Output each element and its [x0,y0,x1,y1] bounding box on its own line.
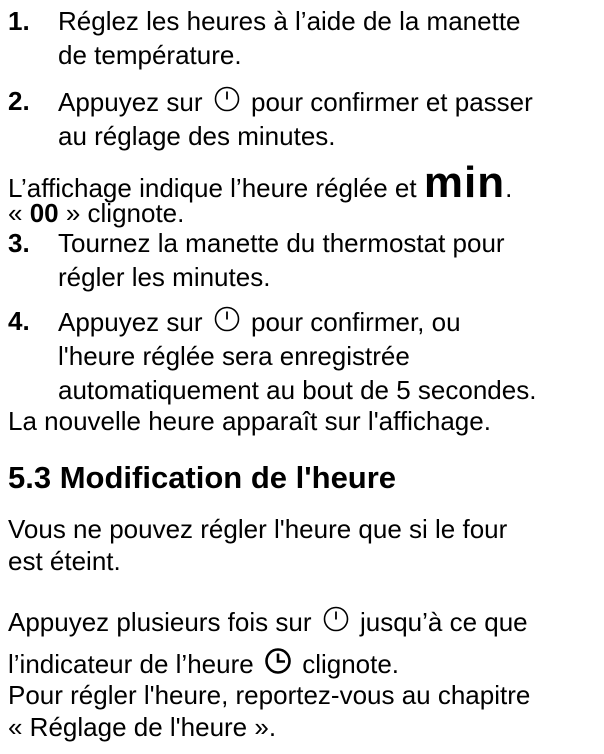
step-text-after-icon: pour confirmer, ou [251,307,461,337]
section-heading: 5.3 Modification de l'heure [8,460,397,495]
step-text-line: de température. [58,40,242,70]
min-label: min [423,158,506,207]
step-4 [8,304,598,407]
step-text-line: Tournez la manette du thermostat pour [58,228,505,258]
para-text-after-icon: clignote. [302,649,400,679]
clock-button-icon [212,84,242,114]
step-text-line: régler les minutes. [58,262,271,292]
display-note-period: . [505,173,513,203]
step-text-after-icon: pour confirmer et passer [251,87,533,117]
step-text-before-icon: Appuyez sur [58,87,203,117]
para-line [8,646,602,681]
step-number: 2. [8,86,30,116]
step-text-line: l'heure réglée sera enregistrée [58,341,410,371]
step-number: 4. [8,306,30,336]
para-text-before-icon: Appuyez plusieurs fois sur [8,607,312,637]
para-text-before-icon: l’indicateur de l’heure [8,649,254,679]
clock-button-icon [212,304,242,334]
para-line [8,604,602,639]
step-number: 3. [8,228,30,258]
para-text-after-icon: jusqu’à ce que [359,607,528,637]
new-time-note: La nouvelle heure apparaît sur l'affichage. [8,406,491,436]
para-line: Vous ne pouvez régler l'heure que si le four [8,514,508,544]
clock-button-icon [321,604,351,634]
step-text-line [58,84,598,119]
step-3 [8,226,598,294]
step-text-line [58,304,598,339]
step-number: 1. [8,6,30,36]
step-text-before-icon: Appuyez sur [58,307,203,337]
para-line: Pour régler l'heure, reportez-vous au chapitre [8,680,531,710]
quote-open: « [8,198,30,228]
para-line: est éteint. [8,546,121,576]
step-2 [8,84,598,153]
step-1 [8,4,598,72]
step-text-line: Réglez les heures à l’aide de la manette [58,6,521,36]
blink-text: » clignote. [58,198,185,228]
para-line: « Réglage de l'heure ». [8,712,277,742]
step-text-line: automatiquement au bout de 5 secondes. [58,375,537,405]
step-text-line: au réglage des minutes. [58,121,336,151]
display-note-text: L’affichage indique l’heure réglée et [8,173,417,203]
blink-note [8,196,602,230]
blink-value: 00 [29,198,59,228]
clock-indicator-icon [263,646,293,676]
